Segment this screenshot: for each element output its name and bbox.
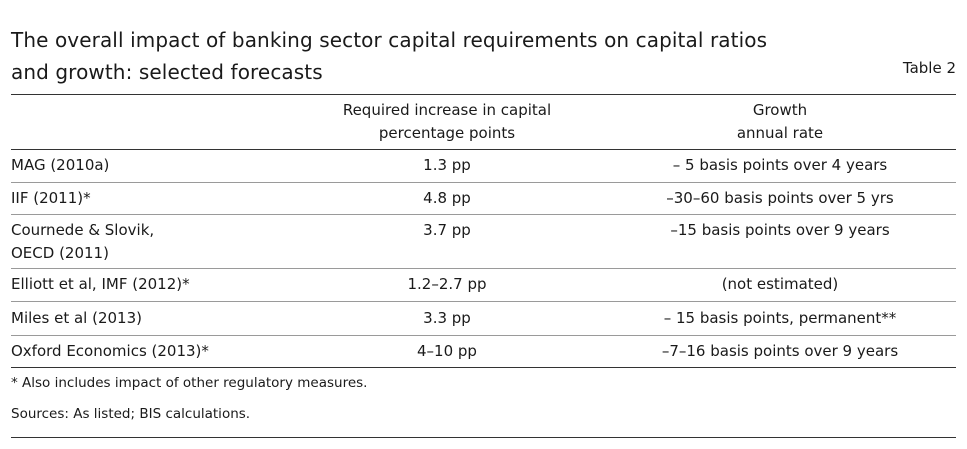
footnote: * Also includes impact of other regulatory measures. — [11, 375, 368, 391]
row-name: Oxford Economics (2013)* — [11, 342, 209, 360]
row-growth: –15 basis points over 9 years — [670, 221, 890, 239]
row-growth: (not estimated) — [721, 275, 839, 293]
header-growth-line1: Growth — [752, 101, 808, 119]
header-rule — [11, 149, 956, 150]
top-rule — [11, 94, 956, 95]
row-growth: –30–60 basis points over 5 yrs — [666, 189, 894, 207]
row-capital: 4–10 pp — [417, 342, 477, 360]
row-name: Elliott et al, IMF (2012)* — [11, 275, 190, 293]
row-name: MAG (2010a) — [11, 156, 110, 174]
row-capital: 1.2–2.7 pp — [407, 275, 487, 293]
header-capital-line2: percentage points — [378, 124, 516, 142]
row-divider — [11, 214, 956, 215]
sources-note: Sources: As listed; BIS calculations. — [11, 406, 251, 422]
row-name — [11, 219, 301, 265]
row-growth: –7–16 basis points over 9 years — [661, 342, 899, 360]
row-divider — [11, 268, 956, 269]
bottom-rule — [11, 437, 956, 438]
row-divider — [11, 335, 956, 336]
row-capital: 3.7 pp — [423, 221, 471, 239]
row-divider — [11, 301, 956, 302]
row-growth: – 15 basis points, permanent** — [663, 309, 897, 327]
row-divider — [11, 182, 956, 183]
header-growth-line2: annual rate — [736, 124, 824, 142]
table-bottom-rule — [11, 367, 956, 368]
table-number-label: Table 2 — [902, 59, 956, 77]
table-title: The overall impact of banking sector capital requirements on capital ratios and growth: selected forecasts — [11, 28, 768, 84]
row-capital: 4.8 pp — [423, 189, 471, 207]
row-capital: 1.3 pp — [423, 156, 471, 174]
row-name-line2: OECD (2011) — [11, 244, 109, 262]
header-capital — [301, 99, 593, 145]
row-growth: – 5 basis points over 4 years — [672, 156, 888, 174]
title-block — [11, 24, 956, 88]
row-name-line1: Cournede & Slovik, — [11, 221, 155, 239]
row-name: Miles et al (2013) — [11, 309, 142, 327]
row-name: IIF (2011)* — [11, 189, 91, 207]
row-capital: 3.3 pp — [423, 309, 471, 327]
header-capital-line1: Required increase in capital — [342, 101, 552, 119]
header-growth — [630, 99, 930, 145]
